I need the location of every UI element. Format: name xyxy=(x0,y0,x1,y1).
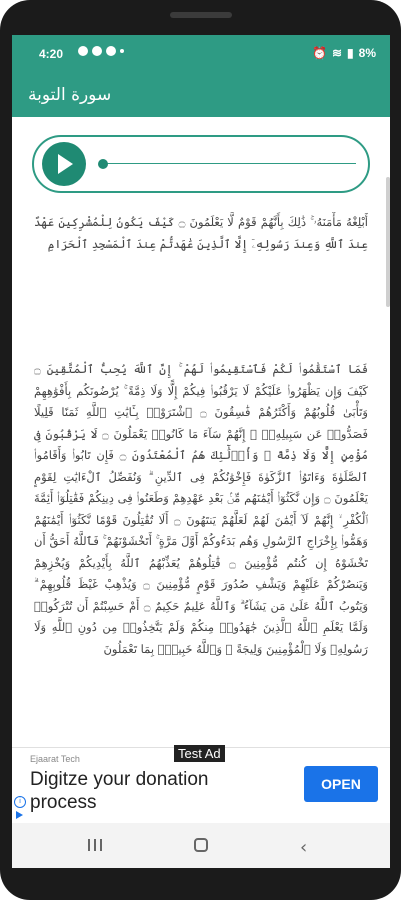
surah-text-block-1: أَبْلِغْهُ مَأْمَنَهُۥ ۚ ذَٰلِكَ بِأَنَّهُمْ قَوْمٌ لَّا يَعْلَمُونَ ۝ كَيْفَ يَكُونُ لِلْمُشْرِكِينَ عَهْدٌ عِندَ ٱللَّهِ وَعِندَ رَسُولِهِۦٓ إِلَّا ٱلَّذِينَ عَٰهَدتُّمْ عِندَ ٱلْمَسْجِدِ ٱلْحَرَامِ xyxy=(34,215,368,251)
battery-level: 8% xyxy=(358,46,376,60)
signal-icon: ▮ xyxy=(347,46,354,60)
more-notifications-icon xyxy=(120,49,124,53)
system-icons xyxy=(312,46,376,60)
wifi-icon: ≋ xyxy=(331,46,343,60)
surah-content[interactable] xyxy=(12,117,390,747)
play-icon xyxy=(56,153,74,175)
notification-icons xyxy=(78,46,124,56)
recents-icon xyxy=(88,839,90,851)
ad-headline[interactable]: Digitze your donation process xyxy=(30,769,209,813)
play-button[interactable] xyxy=(42,142,86,186)
ad-info-icon[interactable]: i xyxy=(14,796,26,808)
recents-button[interactable] xyxy=(88,839,102,851)
status-time: 4:20 xyxy=(39,47,64,61)
navigation-bar xyxy=(12,823,390,868)
audio-player xyxy=(32,135,370,193)
screen xyxy=(12,35,390,868)
back-button[interactable]: ‹ xyxy=(300,837,308,858)
surah-text-block-2: فَمَا ٱسْتَقَٰمُوا۟ لَكُمْ فَٱسْتَقِيمُوا۟ لَهُمْ ۚ إِنَّ ٱللَّهَ يُحِبُّ ٱلْمُتَّقِينَ ۝ كَيْفَ وَإِن يَظْهَرُوا۟ عَلَيْكُمْ لَا يَرْقُبُوا۟ فِيكُمْ إِلًّا وَلَا ذِمَّةً ۚ يُرْضُونَكُم بِأَفْوَٰهِهِمْ وَتَأْبَىٰ قُلُوبُهُمْ وَأَكْثَرُهُمْ فَٰسِقُونَ ۝ ٱشْتَرَوْا۟ بِـَٔايَٰتِ ٱللَّهِ ثَمَنًا قَلِيلًا فَصَدُّوا۟ عَن سَبِيلِهِۦٓ ۚ إِنَّهُمْ سَآءَ مَا كَانُوا۟ يَعْمَلُونَ ۝ لَا يَرْقُبُونَ فِى مُؤْمِنٍ إِلًّا وَلَا ذِمَّةً ۚ وَأُو۟لَٰٓئِكَ هُمُ ٱلْمُعْتَدُونَ ۝ فَإِن تَابُوا۟ وَأَقَامُوا۟ ٱلصَّلَوٰةَ وَءَاتَوُا۟ ٱلزَّكَوٰةَ فَإِخْوَٰنُكُمْ فِى ٱلدِّينِ ۗ وَنُفَصِّلُ ٱلْءَايَٰتِ لِقَوْمٍ يَعْلَمُونَ ۝ وَإِن نَّكَثُوٓا۟ أَيْمَٰنَهُم مِّنۢ بَعْدِ عَهْدِهِمْ وَطَعَنُوا۟ فِى دِينِكُمْ فَقَٰتِلُوٓا۟ أَئِمَّةَ ٱلْكُفْرِ ۙ إِنَّهُمْ لَآ أَيْمَٰنَ لَهُمْ لَعَلَّهُمْ يَنتَهُونَ ۝ أَلَا تُقَٰتِلُونَ قَوْمًا نَّكَثُوٓا۟ أَيْمَٰنَهُمْ وَهَمُّوا۟ بِإِخْرَاجِ ٱلرَّسُولِ وَهُم بَدَءُوكُمْ أَوَّلَ مَرَّةٍ ۚ أَتَخْشَوْنَهُمْ ۚ فَٱللَّهُ أَحَقُّ أَن تَخْشَوْهُ إِن كُنتُم مُّؤْمِنِينَ ۝ قَٰتِلُوهُمْ يُعَذِّبْهُمُ ٱللَّهُ بِأَيْدِيكُمْ وَيُخْزِهِمْ وَيَنصُرْكُمْ عَلَيْهِمْ وَيَشْفِ صُدُورَ قَوْمٍ مُّؤْمِنِينَ ۝ وَيُذْهِبْ غَيْظَ قُلُوبِهِمْ ۗ وَيَتُوبُ ٱللَّهُ عَلَىٰ مَن يَشَآءُ ۗ وَٱللَّهُ عَلِيمٌ حَكِيمٌ ۝ أَمْ حَسِبْتُمْ أَن تُتْرَكُوا۟ وَلَمَّا يَعْلَمِ ٱللَّهُ ٱلَّذِينَ جَٰهَدُوا۟ مِنكُمْ وَلَمْ يَتَّخِذُوا۟ مِن دُونِ ٱللَّهِ وَلَا رَسُولِهِۦ وَلَا ٱلْمُؤْمِنِينَ وَلِيجَةً ۚ وَٱللَّهُ خَبِيرٌۢ بِمَا تَعْمَلُونَ xyxy=(34,362,368,656)
ad-choices-icon[interactable] xyxy=(16,811,23,819)
seek-track[interactable] xyxy=(102,163,356,164)
page-title: سورة التوبة xyxy=(28,85,112,105)
info-icon xyxy=(92,46,102,56)
message-icon xyxy=(78,46,88,56)
home-button[interactable] xyxy=(194,838,208,852)
scrollbar[interactable] xyxy=(386,177,390,307)
ad-open-button[interactable]: OPEN xyxy=(304,766,378,802)
ad-banner[interactable] xyxy=(12,747,390,824)
game-icon xyxy=(106,46,116,56)
alarm-icon: ⏰ xyxy=(312,46,327,60)
app-bar xyxy=(12,75,390,117)
speaker-grille xyxy=(170,12,232,18)
ad-test-label: Test Ad xyxy=(174,745,225,762)
ad-advertiser: Ejaarat Tech xyxy=(30,754,80,764)
seek-thumb[interactable] xyxy=(98,159,108,169)
status-bar xyxy=(12,35,390,75)
